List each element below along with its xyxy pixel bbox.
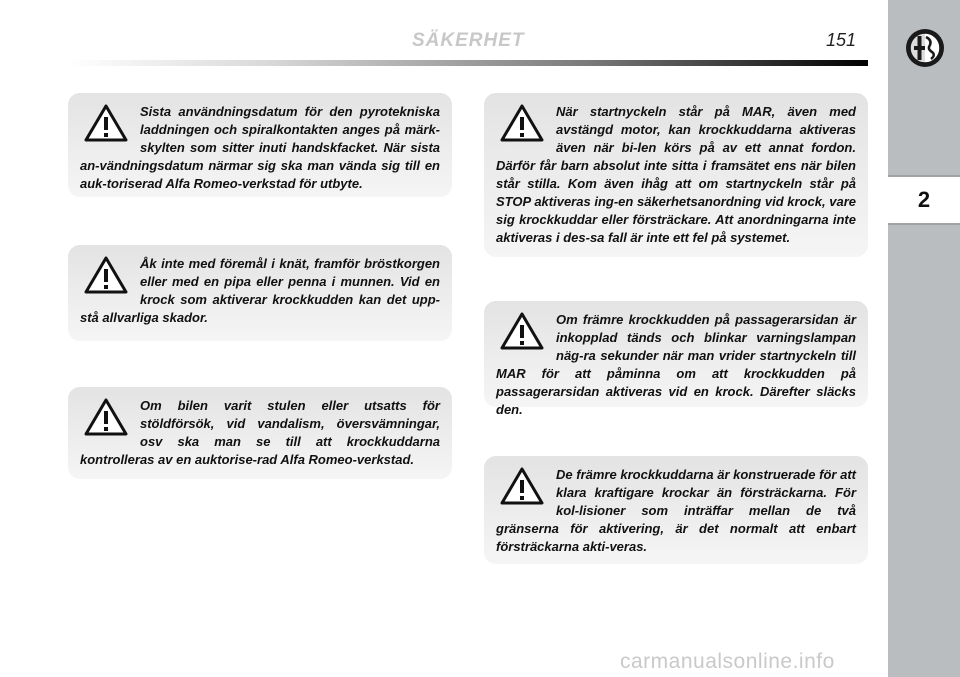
warning-text: Om främre krockkudden på passagerarsidan är inkopplad tänds och blinkar varningslampan näg-ra sekunder när man vrider startnyckeln till MAR för att påminna om att krockkudden på passagerarsidan aktiveras vid en krock. Därefter släcks den. [496,312,856,417]
warning-triangle-icon [84,103,128,143]
warning-triangle-icon [84,255,128,295]
warning-text: De främre krockkuddarna är konstruerade för att klara kraftigare krockar än försträckarna. För kol-lisioner som inträffar mellan de två gränserna för aktivering, är det normalt att enbart försträckarna akti-veras. [496,467,856,554]
warning-triangle-icon [500,466,544,506]
alfa-romeo-logo-icon [905,28,945,68]
warning-text: Sista användningsdatum för den pyrotekniska laddningen och spiralkontakten anges på märk-skylten som sitter inuti handskfacket. När sista an-vändningsdatum närmar sig ska man vända sig till en auk-toriserad Alfa Romeo-verkstad för utbyte. [80,104,440,191]
warning-box-theft [68,387,452,479]
warning-box-passenger-airbag-lamp [484,301,868,417]
watermark: carmanualsonline.info [620,650,835,673]
chapter-number: 2 [888,175,960,225]
warning-box-expiry [68,93,452,197]
warning-triangle-icon [500,311,544,351]
warning-box-ignition-mar [484,93,868,257]
warning-text: När startnyckeln står på MAR, även med avstängd motor, kan krockkuddarna aktiveras även när bi-len körs på av ett annat fordon. Därför får barn absolut inte sitta i framsätet ens när bilen står stilla. Kom även ihåg att om startnyckeln står på STOP aktiveras ing-en säkerhetsanordning vid krock, vare sig krockkuddar eller försträckare. Att anordningarna inte aktiveras i des-sa fall är inte ett fel på systemet. [496,104,856,245]
warning-text: Åk inte med föremål i knät, framför bröstkorgen eller med en pipa eller penna i munnen. Vid en krock som aktiverar krockkudden kan det upp-stå allvarliga skador. [80,256,440,325]
warning-box-objects-in-lap [68,245,452,341]
page-number: 151 [826,30,857,50]
chapter-side-tab [888,0,960,677]
warning-triangle-icon [84,397,128,437]
warning-box-airbag-thresholds [484,456,868,564]
warning-text: Om bilen varit stulen eller utsatts för stöldförsök, vid vandalism, översvämningar, osv ska man se till att krockkuddarna kontrolleras av en auktorise-rad Alfa Romeo-verkstad. [80,398,440,467]
warning-triangle-icon [500,103,544,143]
header-rule [68,60,868,66]
page-title: SÄKERHET [412,30,525,51]
